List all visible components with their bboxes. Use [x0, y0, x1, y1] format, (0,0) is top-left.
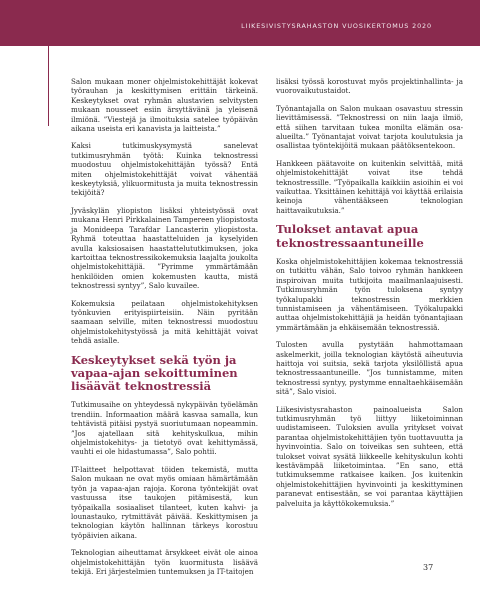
page-number: 37 — [423, 563, 434, 572]
left-paragraph-4: Kokemuksia peilataan ohjelmistokehityksen työnkuvien erityispiirteisiin. Näin pyritään saamaan selville, miten teknostressi muodostuu ohjelmistokehitystyössä ja mitä kehittäjät voivat tehdä asialle. — [71, 298, 258, 346]
left-paragraph-6: IT-laitteet helpottavat töiden tekemistä, mutta Salon mukaan ne ovat myös omiaan hämärtämään työn ja vapaa-ajan rajoja. Korona työntekijät ovat vastuussa itse taukojen pitämisestä, kun työpaikalla sosiaaliset tilanteet, kuten kahvi- ja lounastauko, rytmittävät päivää. Keskittymisen ja teknologian käytön hallinnan tärkeys korostuu työpäivien aikana. — [71, 464, 258, 540]
right-paragraph-3: Hankkeen päätavoite on kuitenkin selvittää, mitä ohjelmistokehittäjät voivat itse tehdä teknostressille. ”Työpaikalla kaikkiin asioihin ei voi vaikuttaa. Yksittäinen kehittäjä voi käyttää erilaisia keinoja vähentääkseen teknologian haittavaikutuksia.” — [276, 158, 463, 215]
right-paragraph-4: Koska ohjelmistokehittäjien kokemaa teknostressiä on tutkittu vähän, Salo toivoo ryhmän hankkeen inspiroivan muita tutkijoita maailmanlaajuisesti. Tutkimusryhmän työn tuloksena syntyy työkalupakki teknostressin merkkien tunnistamiseen ja vähentämiseen. Työkalupakki auttaa ohjelmistokehittäjiä ja heidän työnantajiaan ymmärtämään ja ehkäisemään teknostressiä. — [276, 256, 463, 332]
side-rule — [48, 46, 49, 126]
right-paragraph-5: Tulosten avulla pystytään hahmottamaan askelmerkit, joilla teknologian käytöstä aiheutuvia haittoja voi suitsia, sekä tarjota yksilöllistä apua teknostressaantuneille. ”Jos tunnistamme, miten teknostressi syntyy, pystymme ennaltaehkäisemään sitä”, Salo visioi. — [276, 340, 463, 397]
left-paragraph-5: Tutkimusaihe on yhteydessä nykypäivän työelämän trendiin. Informaation määrä kasvaa samalla, kun tehtävistä pitäisi pystyä suoriutumaan nopeammin. ”Jos ajatellaan sitä kehityskulkua, mihin ohjelmistokehitys- ja tietotyö ovat kehittymässä, vauhti ei ole hidastumassa”, Salo pohtii. — [71, 400, 258, 457]
right-column — [276, 77, 463, 516]
right-paragraph-2: Työnantajalla on Salon mukaan osavastuu stressin lievittämisessä. ”Teknostressi on niin laaja ilmiö, että siihen tarvitaan tukea monilta elämän osa-alueilta.” Työnantajat voivat tarjota koulutuksia ja osallistaa työntekijöitä mukaan päätöksentekoon. — [276, 103, 463, 151]
left-paragraph-3: Jyväskylän yliopiston lisäksi yhteistyössä ovat mukana Henri Pirkkalainen Tampereen yliopistosta ja Monideepa Tarafdar Lancasterin yliopistosta. Ryhmä toteuttaa haastatteluiden ja kyselyiden avulla kaksiosaisen haastattelututkimuksen, joka kartoittaa teknostressikokemuksia laajalta joukolta ohjelmistokehittäjiä. ”Pyrimme ymmärtämään henkilöiden omien kokemusten kautta, mistä teknostressi syntyy”, Salo kuvailee. — [71, 205, 258, 291]
header-title: LIIKESIVISTYSRAHASTON VUOSIKERTOMUS 2020 — [241, 22, 432, 30]
section-heading-keskeytykset: Keskeytykset sekä työn ja vapaa-ajan sekoittuminen lisäävät teknostressiä — [71, 352, 238, 394]
left-column — [71, 77, 258, 584]
left-paragraph-1: Salon mukaan moner ohjelmistokehittäjät kokevat työrauhan ja keskittymisen erittäin tärkeinä. Keskeytykset ovat ryhmän alustavien selvitysten mukaan nousseet esiin ärsyttävänä ja yleisenä ilmiönä. ”Viestejä ja ilmoituksia satelee työpäivän aikana useista eri kanavista ja laitteista.” — [71, 77, 258, 134]
left-paragraph-7: Teknologian aiheuttamat ärsykkeet eivät ole ainoa ohjelmistokehittäjän työn kuormitusta lisäävä tekijä. Eri järjestelmien tuntemuksen ja IT-taitojen — [71, 548, 258, 576]
left-paragraph-2: Kaksi tutkimuskysymystä sanelevat tutkimusryhmän työtä: Kuinka teknostressi muodostuu ohjelmistokehittäjän työssä? Entä miten ohjelmistokehittäjät voivat vähentää keskeytyksiä, ylikuormitusta ja muita teknostressin tekijöitä? — [71, 141, 258, 198]
section-heading-tulokset: Tulokset antavat apua teknostressaantuneille — [276, 222, 424, 250]
right-paragraph-6: Liikesivistysrahaston painoalueista Salon tutkimusryhmän työ liittyy liiketoiminnan uudistamiseen. Tuloksien avulla yritykset voivat parantaa ohjelmistokehittäjien työn tuottavuutta ja hyvinvointia. Salo on toiveikas sen suhteen, että tulokset voivat sysätä liikkeelle kehityskulun kohti kestävämpää liiketoimintaa. ”En sano, että tutkimuksemme ratkaisee kaiken. Jos kuitenkin ohjelmistokehittäjien hyvinvointi ja keskittyminen paranevat entisestään, se voi parantaa käyttäjien palveluita ja käyttökokemuksia.” — [276, 404, 463, 508]
header-bar — [0, 0, 480, 46]
right-paragraph-1: lisäksi työssä korostuvat myös projektinhallinta- ja vuorovaikutustaidot. — [276, 77, 463, 96]
